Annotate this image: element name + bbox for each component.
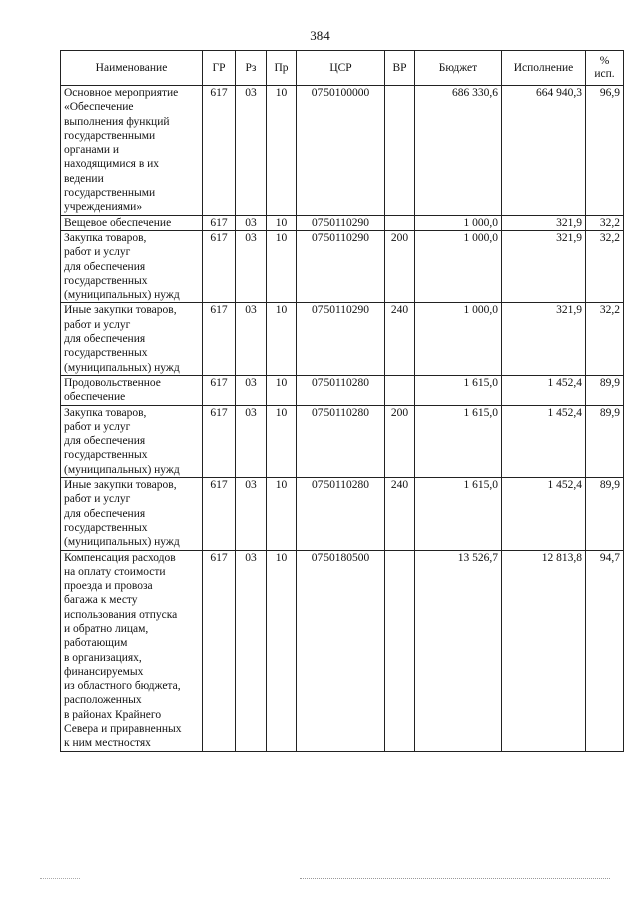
row-gr: 617 xyxy=(203,478,236,550)
row-pct: 96,9 xyxy=(586,86,624,216)
row-rz: 03 xyxy=(236,375,267,405)
row-budget: 13 526,7 xyxy=(415,550,502,751)
row-name: Иные закупки товаров, работ и услуг для обеспечения государственных (муниципальных) нужд xyxy=(61,478,203,550)
row-pr: 10 xyxy=(267,550,297,751)
row-execution: 664 940,3 xyxy=(502,86,586,216)
table-row xyxy=(61,86,624,216)
table-row xyxy=(61,550,624,751)
row-pr: 10 xyxy=(267,215,297,230)
header-budget: Бюджет xyxy=(415,51,502,86)
row-budget: 1 615,0 xyxy=(415,405,502,477)
row-csr: 0750110280 xyxy=(297,375,385,405)
row-gr: 617 xyxy=(203,86,236,216)
row-execution: 1 452,4 xyxy=(502,405,586,477)
row-pct: 32,2 xyxy=(586,215,624,230)
page-number: 384 xyxy=(310,28,330,43)
row-vr xyxy=(385,375,415,405)
row-budget: 1 000,0 xyxy=(415,215,502,230)
row-rz: 03 xyxy=(236,478,267,550)
row-vr: 240 xyxy=(385,303,415,375)
row-name: Продовольственное обеспечение xyxy=(61,375,203,405)
row-rz: 03 xyxy=(236,230,267,302)
footer-dotted-rule xyxy=(300,878,610,879)
row-gr: 617 xyxy=(203,550,236,751)
row-vr: 200 xyxy=(385,230,415,302)
row-pr: 10 xyxy=(267,405,297,477)
row-execution: 321,9 xyxy=(502,215,586,230)
header-gr: ГР xyxy=(203,51,236,86)
row-vr: 240 xyxy=(385,478,415,550)
row-pct: 89,9 xyxy=(586,375,624,405)
row-budget: 1 000,0 xyxy=(415,303,502,375)
table-header-row xyxy=(61,51,624,86)
row-execution: 12 813,8 xyxy=(502,550,586,751)
row-rz: 03 xyxy=(236,215,267,230)
row-csr: 0750110290 xyxy=(297,215,385,230)
table-row xyxy=(61,405,624,477)
row-execution: 321,9 xyxy=(502,303,586,375)
row-vr xyxy=(385,550,415,751)
row-csr: 0750180500 xyxy=(297,550,385,751)
row-budget: 1 000,0 xyxy=(415,230,502,302)
row-pr: 10 xyxy=(267,303,297,375)
row-csr: 0750110290 xyxy=(297,230,385,302)
row-name: Закупка товаров, работ и услуг для обеспечения государственных (муниципальных) нужд xyxy=(61,405,203,477)
row-pct: 94,7 xyxy=(586,550,624,751)
header-csr: ЦСР xyxy=(297,51,385,86)
row-pct: 89,9 xyxy=(586,405,624,477)
footer-dotted-rule-left xyxy=(40,878,80,879)
row-budget: 1 615,0 xyxy=(415,375,502,405)
row-pct: 32,2 xyxy=(586,303,624,375)
row-vr xyxy=(385,215,415,230)
row-gr: 617 xyxy=(203,303,236,375)
table-row xyxy=(61,230,624,302)
row-execution: 1 452,4 xyxy=(502,375,586,405)
table-row xyxy=(61,303,624,375)
row-name: Иные закупки товаров, работ и услуг для обеспечения государственных (муниципальных) нужд xyxy=(61,303,203,375)
row-pr: 10 xyxy=(267,375,297,405)
row-csr: 0750110280 xyxy=(297,478,385,550)
row-pr: 10 xyxy=(267,86,297,216)
header-rz: Рз xyxy=(236,51,267,86)
row-name: Компенсация расходов на оплату стоимости проезда и провоза багажа к месту использования отпуска и обратно лицам, работающим в организациях, финансируемых из областного бюджета, расположенных в районах Крайнего Севера и приравненных к ним местностях xyxy=(61,550,203,751)
row-rz: 03 xyxy=(236,303,267,375)
row-rz: 03 xyxy=(236,550,267,751)
row-execution: 1 452,4 xyxy=(502,478,586,550)
row-pct: 32,2 xyxy=(586,230,624,302)
header-execution: Исполнение xyxy=(502,51,586,86)
row-rz: 03 xyxy=(236,86,267,216)
table-row xyxy=(61,478,624,550)
row-vr: 200 xyxy=(385,405,415,477)
row-csr: 0750110290 xyxy=(297,303,385,375)
row-gr: 617 xyxy=(203,215,236,230)
row-csr: 0750100000 xyxy=(297,86,385,216)
header-vr: ВР xyxy=(385,51,415,86)
header-pr: Пр xyxy=(267,51,297,86)
table-row xyxy=(61,375,624,405)
row-pr: 10 xyxy=(267,230,297,302)
row-name: Закупка товаров, работ и услуг для обеспечения государственных (муниципальных) нужд xyxy=(61,230,203,302)
budget-table xyxy=(60,50,624,752)
row-pct: 89,9 xyxy=(586,478,624,550)
row-rz: 03 xyxy=(236,405,267,477)
header-pct: % исп. xyxy=(586,51,624,86)
table-row xyxy=(61,215,624,230)
row-execution: 321,9 xyxy=(502,230,586,302)
row-vr xyxy=(385,86,415,216)
row-pr: 10 xyxy=(267,478,297,550)
row-name: Вещевое обеспечение xyxy=(61,215,203,230)
row-name: Основное мероприятие «Обеспечение выполнения функций государственными органами и находящимися в их ведении государственными учреждениями» xyxy=(61,86,203,216)
row-budget: 686 330,6 xyxy=(415,86,502,216)
row-csr: 0750110280 xyxy=(297,405,385,477)
row-budget: 1 615,0 xyxy=(415,478,502,550)
row-gr: 617 xyxy=(203,375,236,405)
row-gr: 617 xyxy=(203,405,236,477)
header-name: Наименование xyxy=(61,51,203,86)
row-gr: 617 xyxy=(203,230,236,302)
